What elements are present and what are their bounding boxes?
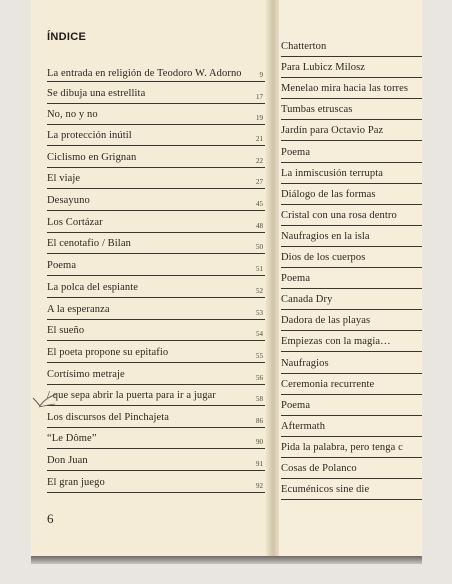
toc-entry-title: Jardín para Octavio Paz [281, 125, 384, 137]
toc-entry-title: / que sepa abrir la puerta para ir a jugar [47, 390, 216, 401]
toc-entry [281, 268, 422, 289]
toc-entry [281, 78, 422, 99]
toc-entry-page: 58 [256, 395, 263, 403]
toc-entry [281, 163, 422, 184]
toc-entry-title: Pida la palabra, pero tenga c [281, 441, 403, 453]
toc-entry [281, 142, 422, 163]
toc-entry-title: Los discursos del Pinchajeta [47, 412, 170, 423]
toc-entry [281, 310, 422, 331]
toc-entry-page: 50 [256, 243, 263, 251]
toc-entry [281, 395, 422, 416]
toc-entry-title: Tumbas etruscas [281, 104, 353, 116]
toc-entry-title: Poema [281, 146, 311, 158]
toc-entry [47, 449, 265, 471]
toc-entry [47, 341, 265, 363]
toc-entry-page: 22 [256, 157, 263, 165]
toc-entry-title: El poeta propone su epitafio [47, 347, 169, 358]
toc-entry-page: 27 [256, 178, 263, 186]
toc-entry-title: Chatterton [281, 41, 327, 53]
page-shadow [31, 556, 422, 564]
toc-entry-page: 91 [256, 460, 263, 468]
toc-entry-page: 92 [256, 482, 263, 490]
toc-entry-title: Ecuménicos sine die [281, 484, 370, 496]
toc-entry [281, 184, 422, 205]
toc-entry-title: “Le Dôme” [47, 433, 97, 444]
toc-entry-page: 90 [256, 438, 263, 446]
toc-entry-title: La entrada en religión de Teodoro W. Adorno [47, 68, 242, 79]
toc-entry-title: A la esperanza [47, 304, 110, 315]
toc-entry [47, 320, 265, 341]
toc-entry-title: Diálogo de las formas [281, 188, 376, 200]
page-number: 6 [47, 511, 54, 526]
toc-entry-title: El gran juego [47, 477, 105, 488]
toc-entry-title: Ceremonia recurrente [281, 378, 375, 390]
toc-entry [47, 168, 265, 189]
toc-entry-title: Naufragios [281, 357, 329, 369]
toc-entry-title: Se dibuja una estrellita [47, 88, 146, 99]
toc-entry-page: 17 [256, 93, 263, 101]
toc-entry-title: El sueño [47, 325, 85, 336]
toc-entry-title: Aftermath [281, 420, 326, 432]
toc-entry [47, 146, 265, 168]
toc-entry [47, 82, 265, 104]
toc-entry [47, 363, 265, 385]
toc-entry-page: 53 [256, 309, 263, 317]
toc-entry [281, 458, 422, 479]
toc-entry [281, 99, 422, 120]
toc-entry [47, 471, 265, 493]
toc-entry-title: Desayuno [47, 195, 90, 206]
toc-entry [281, 120, 422, 141]
toc-entry-title: Para Lubicz Milosz [281, 62, 366, 74]
toc-entry [47, 125, 265, 146]
toc-entry-page: 55 [256, 352, 263, 360]
toc-entry-title: Cristal con una rosa dentro [281, 209, 397, 221]
toc-entry-title: La inmiscusión terrupta [281, 167, 384, 179]
toc-entry-title: Cosas de Polanco [281, 463, 357, 475]
toc-entry [281, 479, 422, 500]
toc-entry [47, 406, 265, 428]
toc-entry [281, 437, 422, 458]
toc-entry [47, 298, 265, 320]
toc-entry-page: 54 [256, 330, 263, 338]
toc-entry-title: Los Cortázar [47, 217, 103, 228]
toc-entry-page: 52 [256, 287, 263, 295]
toc-entry [281, 36, 422, 57]
toc-entry-title: No, no y no [47, 109, 98, 120]
toc-entry-title: Don Juan [47, 455, 88, 466]
toc-entry [281, 353, 422, 374]
toc-entry-title: Cortísimo metraje [47, 369, 125, 380]
toc-entry-title: Menelao mira hacia las torres [281, 83, 409, 95]
toc-entry-title: Poema [281, 273, 311, 285]
toc-entry-title: La polca del espiante [47, 282, 139, 293]
toc-entry [281, 57, 422, 78]
toc-entry [47, 54, 265, 82]
toc-entry-title: Poema [281, 399, 311, 411]
toc-entry-page: 45 [256, 200, 263, 208]
toc-entry-title: Dios de los cuerpos [281, 252, 366, 264]
toc-entry-page: 21 [256, 135, 263, 143]
toc-entry [281, 289, 422, 310]
toc-entry [281, 247, 422, 268]
toc-entry-title: Canada Dry [281, 294, 333, 306]
toc-entry-page: 56 [256, 374, 263, 382]
toc-entry [281, 331, 422, 352]
toc-entry [47, 104, 265, 125]
toc-entry-title: Ciclismo en Grignan [47, 152, 137, 163]
pencil-checkmark-icon [31, 392, 59, 410]
toc-entry [47, 428, 265, 449]
toc-entry-page: 48 [256, 222, 263, 230]
toc-entry [281, 374, 422, 395]
toc-entry-page: 51 [256, 265, 263, 273]
toc-entry [281, 226, 422, 247]
toc-entry-title: El cenotafio / Bilan [47, 238, 131, 249]
toc-entry-title: Poema [47, 260, 77, 271]
toc-entry [47, 211, 265, 233]
left-page [31, 0, 269, 560]
toc-entry-title: Dadora de las playas [281, 315, 371, 327]
toc-entry [281, 205, 422, 226]
toc-entry-title: La protección inútil [47, 130, 132, 141]
toc-entry [47, 254, 265, 276]
toc-entry-title: Naufragios en la isla [281, 230, 370, 242]
toc-entry-page: 86 [256, 417, 263, 425]
toc-entry [47, 385, 265, 406]
toc-entry-title: El viaje [47, 173, 81, 184]
toc-entry-title: Empiezas con la magia… [281, 336, 391, 348]
toc-entry [47, 189, 265, 211]
toc-entry [47, 233, 265, 254]
toc-entry-page: 19 [256, 114, 263, 122]
toc-entry [281, 416, 422, 437]
right-page [279, 0, 422, 560]
toc-entry [47, 276, 265, 298]
page-title: ÍNDICE [47, 31, 87, 43]
toc-entry-page: 9 [259, 71, 263, 79]
